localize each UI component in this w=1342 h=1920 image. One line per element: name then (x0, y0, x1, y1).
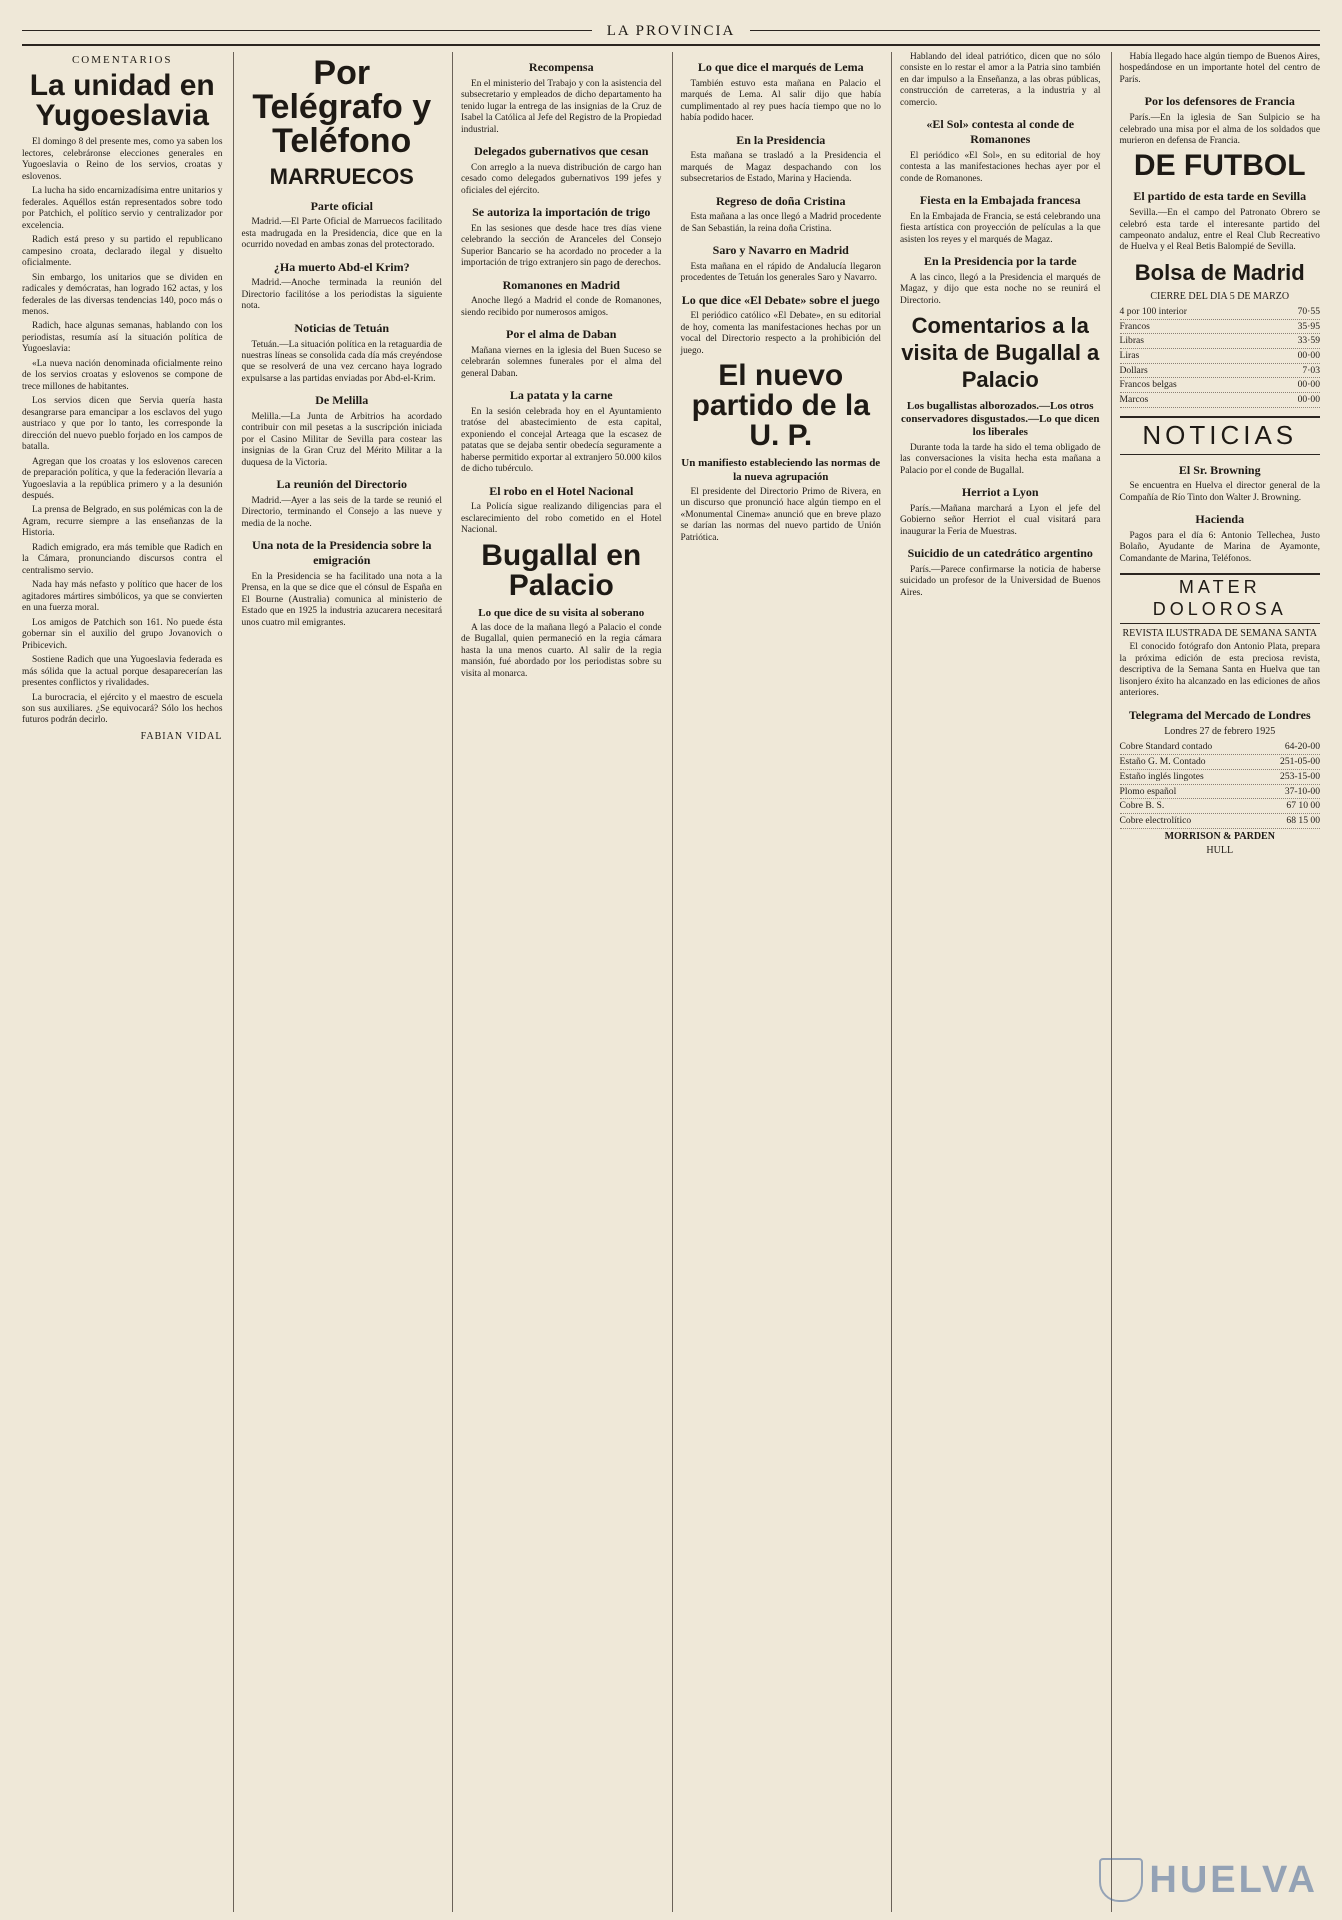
market-title: Bolsa de Madrid (1134, 259, 1305, 285)
news-headline: Saro y Navarro en Madrid (712, 243, 849, 258)
table-row (1120, 378, 1321, 393)
table-row (1120, 393, 1321, 408)
news-text: Con arreglo a la nueva distribución de cargo han cesado como delegados gubernativos 199 jefes y oficiales del ejército. (461, 162, 662, 196)
subheadline-bugallal: Lo que dice de su visita al soberano (478, 606, 645, 619)
news-text: Madrid.—El Parte Oficial de Marruecos facilitado esta madrugada en la Presidencia, dice que en la ocurrido novedad en ambas zonas del protectorado. (241, 217, 442, 251)
news-text: En la Presidencia se ha facilitado una nota a la Prensa, en la que se dice que el cónsul de España en El Bourne (Australia) comunica al ministerio de Estado que en 1925 la industria azucarera necesitará unos cuatro mil emigrantes. (241, 571, 442, 628)
news-text: El periódico «El Sol», en su editorial de hoy contesta a las manifestaciones hechas ayer por el conde de Romanones. (900, 150, 1101, 184)
news-headline: El partido de esta tarde en Sevilla (1133, 189, 1307, 204)
news-items (681, 60, 882, 357)
sport-items (1120, 189, 1321, 254)
news-headline: Una nota de la Presidencia sobre la emigración (251, 538, 432, 568)
row-value: 00·00 (1297, 379, 1320, 391)
masthead-title: LA PROVINCIA (597, 23, 746, 40)
section-title-futbol: DE FUTBOL (1133, 149, 1306, 183)
news-text: Madrid.—Ayer a las seis de la tarde se reunió el Directorio, terminando el Consejo a las nueve y media de la noche. (241, 495, 442, 529)
columns (22, 52, 1320, 1912)
london-table (1120, 740, 1321, 828)
paragraph: Los servios dicen que Servia quería hasta desangrarse para emancipar a los esclavos del yugo austriaco y que por lo tanto, les corresponde la dirección del nuevo pueblo forjado en los campos de batalla. (22, 396, 223, 453)
paragraph: Los amigos de Patchich son 161. No puede ésta gobernar sin el auxilio del grupo Jovanovich o Pribicevich. (22, 617, 223, 651)
news-text: Madrid.—Anoche terminada la reunión del Directorio facilitóse a los periodistas la siguiente nota. (241, 278, 442, 312)
row-value: 37-10-00 (1284, 785, 1320, 797)
article-title: La unidad en Yugoeslavia (29, 69, 215, 133)
news-text: Tetuán.—La situación política en la retaguardia de nuestras líneas se consolida cada día más creyéndose que se resolverá de una vez cercano haya logrado expulsarse a las partidas enviadas por Abd-el-Krim. (241, 339, 442, 384)
row-value: 67 10 00 (1286, 800, 1320, 812)
news-headline: «El Sol» contesta al conde de Romanones (926, 117, 1075, 146)
row-value: 70·55 (1297, 305, 1320, 317)
row-label: Dollars (1119, 364, 1148, 376)
table-row (1120, 305, 1321, 320)
row-label: Estaño G. M. Contado (1119, 756, 1206, 768)
paragraph: Radich, hace algunas semanas, hablando con los periodistas, resumía así la situación política de Yugoeslavia: (22, 321, 223, 355)
article-signature: FABIAN VIDAL (140, 730, 223, 742)
news-headline: Se autoriza la importación de trigo (472, 205, 651, 219)
news-headline: Noticias de Tetuán (294, 320, 390, 335)
market-table (1120, 305, 1321, 408)
row-label: Francos belgas (1119, 379, 1177, 391)
table-row (1120, 364, 1321, 379)
row-label: Estaño inglés lingotes (1119, 770, 1204, 782)
row-value: 251-05-00 (1280, 756, 1320, 768)
row-label: Cobre electrolítico (1119, 814, 1192, 826)
shield-icon (1099, 1858, 1143, 1902)
table-row (1120, 755, 1321, 770)
watermark-text: HUELVA (1149, 1858, 1318, 1901)
news-text: En el ministerio del Trabajo y con la asistencia del subsecretario y empleados de dicho departamento ha tenido lugar la entrega de las insignias de la Cruz de Isabel la Católica al Jefe del Registro de la Propiedad industrial. (461, 78, 662, 135)
news-headline: Recompensa (528, 60, 594, 74)
archive-watermark (1099, 1858, 1318, 1902)
paragraph: La prensa de Belgrado, en sus polémicas con la de Agram, recurre siempre a las enseñanzas de la Historia. (22, 505, 223, 539)
headline-comentarios-visita: Comentarios a la visita de Bugallal a Palacio (901, 313, 1100, 392)
news-text: La Policía sigue realizando diligencias para el esclarecimiento del robo cometido en el Hotel Nacional. (461, 502, 662, 536)
news-items (1120, 94, 1321, 147)
masthead-rule-left (22, 30, 592, 31)
news-headline: Hacienda (1195, 512, 1245, 527)
news-headline: Por los defensores de Francia (1144, 94, 1295, 109)
news-items (461, 60, 662, 537)
row-value: 33·59 (1297, 335, 1320, 347)
article-text: Durante toda la tarde ha sido el tema obligado de las conversaciones la visita hecha esta mañana a Palacio por el conde de Bugallal. (900, 442, 1101, 476)
news-headline: En la Presidencia (736, 132, 826, 147)
news-text: En la Embajada de Francia, se está celebrando una fiesta artística con proyección de películas a la que asisten los reyes y el marqués de Magaz. (900, 211, 1101, 245)
masthead (22, 18, 1320, 46)
news-text: En la sesión celebrada hoy en el Ayuntamiento tratóse del abastecimiento de esta capital, exponiendo el concejal Arteaga que la escasez de patatas que se dejaba sentir obedecía seguramente a haberse permitido exportar al extranjero 50.000 kilos de dicho tubérculo. (461, 406, 662, 475)
news-headline: La patata y la carne (509, 388, 613, 403)
news-text: Mañana viernes en la iglesia del Buen Suceso se celebrarán solemnes funerales por el alma del general Daban. (461, 345, 662, 379)
table-row (1120, 814, 1321, 829)
news-items (242, 199, 443, 629)
news-text: Sevilla.—En el campo del Patronato Obrero se celebró esta tarde el interesante partido del campeonato andaluz, entre el Real Club Recreativo de Huelva y el Real Betis Balompié de Sevilla. (1119, 208, 1320, 253)
section-kicker: COMENTARIOS (71, 54, 173, 66)
paragraph: El domingo 8 del presente mes, como ya saben los lectores, celebráronse elecciones generales en Yugoeslavia o Reino de los servios, croatas y eslovenos. (22, 137, 223, 182)
news-headline: Fiesta en la Embajada francesa (919, 193, 1081, 207)
section-title-telegrafo: Por Telégrafo y Teléfono (252, 54, 432, 160)
news-text: París.—Parece confirmarse la noticia de haberse suicidado un profesor de la Universidad de Buenos Aires. (900, 564, 1101, 598)
subheadline-manifiesto: Un manifiesto estableciendo las normas de la nueva agrupación (681, 457, 881, 483)
paragraph: «La nueva nación denominada oficialmente reino de los servios croatas y eslovenos se compone de trece millones de habitantes. (22, 358, 223, 392)
news-text: También estuvo esta mañana en Palacio el marqués de Lema. Al salir dijo que había cumplimentado al rey pues hacía tiempo que no lo había podido hacer. (680, 78, 881, 124)
news-text: París.—En la iglesia de San Sulpicio se ha celebrado una misa por el alma de los soldados que murieron en defensa de Francia. (1119, 113, 1320, 146)
news-text: Se encuentra en Huelva el director general de la Compañía de Río Tinto don Walter J. Browning. (1119, 481, 1320, 503)
paragraph: La lucha ha sido encarnizadísima entre unitarios y federales. Aquéllos están representados sobre todo por Patchich, el político servio y centralizador por excelencia. (22, 186, 223, 231)
news-headline: ¿Ha muerto Abd-el Krim? (273, 259, 410, 274)
row-value: 00·00 (1297, 350, 1320, 362)
table-row (1120, 770, 1321, 785)
table-row (1120, 785, 1321, 800)
news-text: París.—Mañana marchará a Lyon el jefe del Gobierno señor Herriot el cual visitará para inaugurar la Feria de Muestras. (900, 503, 1101, 537)
row-label: 4 por 100 interior (1119, 305, 1187, 317)
news-headline: En la Presidencia por la tarde (923, 254, 1077, 269)
paragraph: La burocracia, el ejército y el maestro de escuela son sus auxiliares. ¿Se equivocará? Sólo los hechos futuros podrán decirlo. (22, 692, 223, 726)
news-headline: El robo en el Hotel Nacional (489, 483, 634, 498)
mater-subtitle: REVISTA ILUSTRADA DE SEMANA SANTA (1122, 628, 1318, 640)
row-label: Plomo español (1119, 785, 1177, 797)
column-6 (1111, 52, 1321, 1912)
article-body (22, 137, 223, 727)
news-headline: La reunión del Directorio (276, 477, 408, 492)
london-subtitle: Londres 27 de febrero 1925 (1164, 726, 1276, 738)
paragraph: Agregan que los croatas y los eslovenos carecen de preparación política, y que la federación llevaría a Yugoeslavia a la república primero y a la desunión después. (22, 456, 223, 501)
news-text: Anoche llegó a Madrid el conde de Romanones, siendo recibido por numerosos amigos. (461, 296, 662, 318)
news-text: Pagos para el día 6: Antonio Tellechea, Justo Bolaño, Ayudante de Marina de Ayamonte, Comandante de Marina, Teléfonos. (1119, 530, 1320, 564)
news-text: A las cinco, llegó a la Presidencia el marqués de Magaz, y dijo que esta noche no se reunirá el Directorio. (900, 272, 1101, 306)
news-text: Hablando del ideal patriótico, dicen que no sólo consiste en lo restar el amor a la Patria sino también en dar impulso a la Enseñanza, a las obras públicas, construcción de carreteras, a la industria y al comercio. (900, 52, 1101, 108)
row-value: 7·03 (1302, 364, 1320, 376)
paragraph: Sostiene Radich que una Yugoeslavia federada es más sólida que la actual porque desaparecerían las presentes conflictos y rivalidades. (22, 655, 223, 689)
article-text: El conocido fotógrafo don Antonio Plata, prepara la próxima edición de esta preciosa revista, descriptiva de la Semana Santa en Huelva que tan lisonjero éxito ha alcanzado en las ediciones de años anteriores. (1119, 642, 1320, 699)
news-headline: De Melilla (315, 393, 369, 408)
news-text: Esta mañana se trasladó a la Presidencia el marqués de Magaz despachando con los subsecretarios de Estado, Marina y Hacienda. (680, 151, 881, 185)
london-firm: MORRISON & PARDEN (1164, 830, 1275, 842)
article-text: A las doce de la mañana llegó a Palacio el conde de Bugallal, quien permaneció en la regia cámara hasta la una menos cuarto. Al salir de la regia mansión, fué abordado por los periodistas sobre su visita al monarca. (461, 622, 662, 679)
news-headline: Regreso de doña Cristina (716, 193, 846, 208)
paragraph: Radich emigrado, era más temible que Radich en la Cámara, pronunciando discursos contra el centralismo servio. (22, 542, 223, 576)
column-3 (452, 52, 662, 1912)
row-value: 64-20-00 (1284, 741, 1320, 753)
news-headline: Delegados gubernativos que cesan (474, 143, 649, 158)
row-label: Francos (1119, 320, 1150, 332)
article-text: El presidente del Directorio Primo de Rivera, en un discurso que pronunció hace algún tiempo en el «Monumental Cinema» anunció que en breve plazo se darían las normas del nuevo partido de Unión Patriótica. (680, 486, 881, 543)
news-headline: Herriot a Lyon (961, 485, 1039, 500)
table-row (1120, 320, 1321, 335)
london-title: Telegrama del Mercado de Londres (1128, 707, 1311, 722)
news-items (900, 52, 1101, 307)
row-label: Cobre Standard contado (1119, 741, 1213, 753)
article-text: Había llegado hace algún tiempo de Buenos Aires, hospedándose en un importante hotel del centro de París. (1119, 52, 1320, 85)
news-headline: Lo que dice el marqués de Lema (697, 60, 864, 74)
column-2 (233, 52, 443, 1912)
news-headline: Lo que dice «El Debate» sobre el juego (681, 292, 880, 307)
market-subtitle: CIERRE DEL DIA 5 DE MARZO (1150, 290, 1290, 302)
news-headline: Parte oficial (310, 198, 373, 213)
column-1 (22, 52, 223, 1912)
paragraph: Radich está preso y su partido el republicano campesino croata, declarado ilegal y disuelto oficialmente. (22, 235, 223, 269)
headline-bugallal: Bugallal en Palacio (481, 538, 642, 602)
row-label: Libras (1119, 335, 1145, 347)
subheadline-bugallistas: Los bugallistas alborozados.—Los otros conservadores disgustados.—Lo que dicen los liberales (901, 399, 1100, 439)
london-firm-city: HULL (1206, 844, 1234, 856)
row-value: 35·95 (1297, 320, 1320, 332)
row-label: Marcos (1119, 394, 1149, 406)
news-headline: El Sr. Browning (1178, 462, 1261, 477)
table-row (1120, 349, 1321, 364)
subsection-marruecos: MARRUECOS (269, 164, 414, 189)
news-headline: Suicidio de un catedrático argentino (907, 546, 1093, 561)
headline-nuevo-partido: El nuevo partido de la U. P. (691, 359, 870, 453)
table-row (1120, 799, 1321, 814)
paragraph: Sin embargo, los unitarios que se dividen en radicales y demócratas, han logrado 162 actas, y los federales de las diversas tendencias 140, poco más o menos. (22, 272, 223, 317)
row-value: 253-15-00 (1280, 770, 1320, 782)
masthead-rule-right (750, 30, 1320, 31)
section-title-noticias: NOTICIAS (1120, 416, 1321, 455)
news-text: Melilla.—La Junta de Arbitrios ha acordado contribuir con mil pesetas a la suscripción iniciada por el Casino Militar de Sevilla para costear las insignias de la Gran Cruz del Mérito Militar a la duquesa de la Victoria. (241, 412, 442, 468)
news-headline: Romanones en Madrid (502, 277, 620, 292)
news-items-2 (900, 485, 1101, 599)
paragraph: Nada hay más nefasto y político que hacer de los agitadores mártires simbólicos, ya que se convierten en una fuerza moral. (22, 580, 223, 614)
column-4 (672, 52, 882, 1912)
table-row (1120, 334, 1321, 349)
row-value: 00·00 (1297, 394, 1320, 406)
news-text: En las sesiones que desde hace tres días viene celebrando la sección de Aranceles del Consejo Superior Bancario se ha acordado no proceder a la importación de trigo extranjero sin pago de derechos. (461, 223, 662, 269)
news-headline: Por el alma de Daban (506, 327, 617, 342)
news-text: El periódico católico «El Debate», en su editorial de hoy, comenta las manifestaciones hechas por un vocal del Directorio respecto a la prohibición del juego. (680, 311, 881, 356)
row-label: Liras (1119, 350, 1140, 362)
row-value: 68 15 00 (1286, 814, 1320, 826)
section-title-mater: MATER DOLOROSA (1120, 573, 1321, 624)
news-items (1120, 463, 1321, 566)
news-text: Esta mañana a las once llegó a Madrid procedente de San Sebastián, la reina doña Cristina. (680, 212, 881, 234)
column-5 (891, 52, 1101, 1912)
news-text: Esta mañana en el rápido de Andalucía llegaron procedentes de Tetuán los generales Saro y Navarro. (680, 261, 881, 284)
row-label: Cobre B. S. (1119, 800, 1165, 812)
table-row (1120, 740, 1321, 755)
